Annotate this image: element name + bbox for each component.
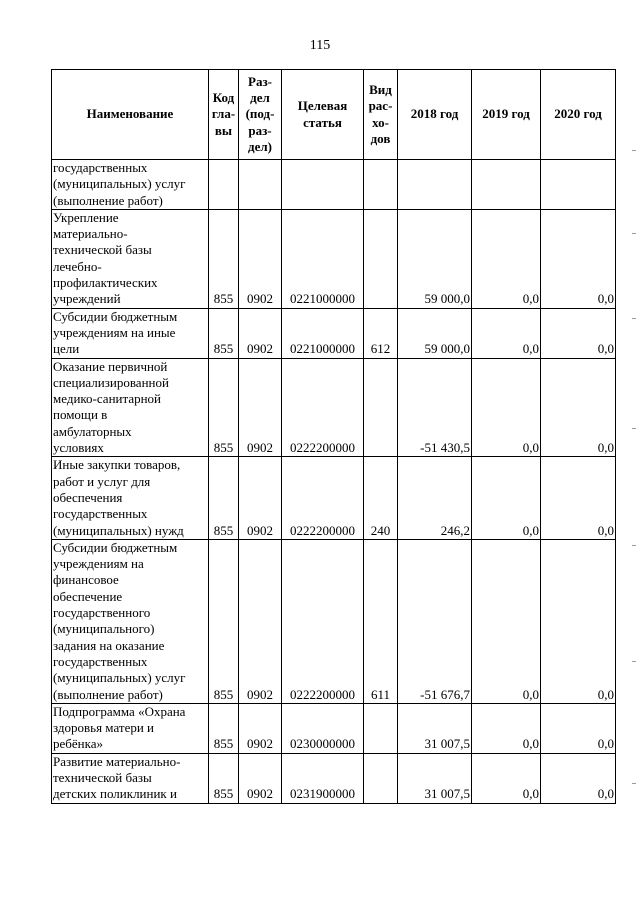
cell-2018: 31 007,5 bbox=[398, 703, 472, 753]
cell-type: 612 bbox=[364, 308, 398, 358]
cell-name-line: амбулаторных bbox=[53, 423, 132, 439]
page-number: 115 bbox=[309, 38, 331, 53]
cell-2019: 0,0 bbox=[472, 753, 541, 803]
cell-name bbox=[52, 209, 209, 308]
table-row bbox=[52, 457, 616, 539]
cell-name-line: государственных bbox=[53, 160, 148, 175]
cell-2020: 0,0 bbox=[541, 457, 616, 539]
cell-name-line: Развитие материально- bbox=[53, 753, 181, 769]
cell-2020: 0,0 bbox=[541, 308, 616, 358]
scan-mark bbox=[632, 545, 636, 546]
cell-type bbox=[364, 358, 398, 457]
cell-type bbox=[364, 703, 398, 753]
cell-code bbox=[209, 160, 239, 210]
cell-name-line: медико-санитарной bbox=[53, 391, 162, 407]
cell-2020: 0,0 bbox=[541, 358, 616, 457]
cell-name-line: Оказание первичной bbox=[53, 358, 168, 374]
cell-2019: 0,0 bbox=[472, 358, 541, 457]
cell-name bbox=[52, 160, 209, 210]
cell-name bbox=[52, 539, 209, 703]
cell-2018: 246,2 bbox=[398, 457, 472, 539]
cell-code: 855 bbox=[209, 703, 239, 753]
table-row bbox=[52, 308, 616, 358]
cell-code: 855 bbox=[209, 753, 239, 803]
cell-name-line: ребёнка» bbox=[53, 736, 104, 752]
cell-name-line: Субсидии бюджетным bbox=[53, 308, 178, 324]
cell-2020: 0,0 bbox=[541, 539, 616, 703]
scan-mark bbox=[632, 428, 636, 429]
header-2018: 2018 год bbox=[398, 70, 472, 160]
cell-type bbox=[364, 160, 398, 210]
cell-name-line: государственных bbox=[53, 506, 148, 522]
cell-2018: -51 430,5 bbox=[398, 358, 472, 457]
cell-section: 0902 bbox=[239, 703, 282, 753]
cell-name-line: (муниципальных) услуг bbox=[53, 670, 186, 686]
cell-name-line: (муниципальных) нужд bbox=[53, 522, 184, 538]
header-type: Вид рас- хо- дов bbox=[364, 70, 398, 160]
cell-target: 0221000000 bbox=[282, 209, 364, 308]
table-row bbox=[52, 160, 616, 210]
cell-name-line: помощи в bbox=[53, 407, 108, 423]
cell-name bbox=[52, 358, 209, 457]
cell-name bbox=[52, 703, 209, 753]
cell-2019: 0,0 bbox=[472, 308, 541, 358]
cell-type: 611 bbox=[364, 539, 398, 703]
cell-name-line: Подпрограмма «Охрана bbox=[53, 703, 186, 719]
cell-2018 bbox=[398, 160, 472, 210]
cell-name-line: задания на оказание bbox=[53, 637, 165, 653]
cell-section: 0902 bbox=[239, 358, 282, 457]
scan-mark bbox=[632, 150, 636, 151]
header-2019: 2019 год bbox=[472, 70, 541, 160]
cell-name-line: государственного bbox=[53, 605, 151, 621]
cell-2019: 0,0 bbox=[472, 539, 541, 703]
cell-target: 0222200000 bbox=[282, 539, 364, 703]
cell-2020: 0,0 bbox=[541, 753, 616, 803]
cell-code: 855 bbox=[209, 539, 239, 703]
cell-name-line: здоровья матери и bbox=[53, 720, 154, 736]
cell-2019: 0,0 bbox=[472, 703, 541, 753]
cell-2020: 0,0 bbox=[541, 703, 616, 753]
cell-name-line: учреждениям на bbox=[53, 556, 144, 572]
table-row bbox=[52, 753, 616, 803]
cell-name-line: обеспечения bbox=[53, 489, 123, 505]
cell-name-line: детских поликлиник и bbox=[53, 786, 177, 802]
scan-mark bbox=[632, 318, 636, 319]
cell-section: 0902 bbox=[239, 753, 282, 803]
cell-name-line: технической базы bbox=[53, 769, 152, 785]
cell-name-line: (муниципального) bbox=[53, 621, 155, 637]
table-body bbox=[52, 160, 616, 804]
cell-name-line: материально- bbox=[53, 226, 128, 242]
cell-name-line: учреждений bbox=[53, 291, 121, 307]
cell-name-line: лечебно- bbox=[53, 258, 102, 274]
cell-section: 0902 bbox=[239, 209, 282, 308]
cell-code: 855 bbox=[209, 209, 239, 308]
header-name: Наименование bbox=[52, 70, 209, 160]
cell-2020: 0,0 bbox=[541, 209, 616, 308]
cell-name-line: цели bbox=[53, 341, 80, 357]
cell-name-line: учреждениям на иные bbox=[53, 324, 176, 340]
cell-name-line: профилактических bbox=[53, 275, 158, 291]
cell-2018: -51 676,7 bbox=[398, 539, 472, 703]
cell-name bbox=[52, 308, 209, 358]
table-row bbox=[52, 209, 616, 308]
table-row bbox=[52, 358, 616, 457]
cell-name-line: Иные закупки товаров, bbox=[53, 457, 181, 473]
cell-target: 0222200000 bbox=[282, 358, 364, 457]
cell-target bbox=[282, 160, 364, 210]
cell-name-line: финансовое bbox=[53, 572, 119, 588]
table-header bbox=[52, 70, 616, 160]
cell-section: 0902 bbox=[239, 539, 282, 703]
cell-target: 0230000000 bbox=[282, 703, 364, 753]
cell-target: 0231900000 bbox=[282, 753, 364, 803]
cell-section bbox=[239, 160, 282, 210]
header-section: Раз- дел (под- раз- дел) bbox=[239, 70, 282, 160]
header-row bbox=[52, 70, 616, 160]
cell-name-line: (выполнение работ) bbox=[53, 192, 163, 208]
scan-mark bbox=[632, 783, 636, 784]
cell-type bbox=[364, 753, 398, 803]
cell-code: 855 bbox=[209, 457, 239, 539]
cell-type bbox=[364, 209, 398, 308]
cell-name-line: работ и услуг для bbox=[53, 473, 151, 489]
cell-code: 855 bbox=[209, 308, 239, 358]
cell-name-line: специализированной bbox=[53, 374, 169, 390]
cell-name bbox=[52, 753, 209, 803]
cell-type: 240 bbox=[364, 457, 398, 539]
cell-2019 bbox=[472, 160, 541, 210]
cell-target: 0221000000 bbox=[282, 308, 364, 358]
cell-2019: 0,0 bbox=[472, 457, 541, 539]
cell-name bbox=[52, 457, 209, 539]
table-row bbox=[52, 703, 616, 753]
header-code: Код гла- вы bbox=[209, 70, 239, 160]
cell-code: 855 bbox=[209, 358, 239, 457]
cell-name-line: государственных bbox=[53, 653, 148, 669]
cell-name-line: обеспечение bbox=[53, 588, 123, 604]
cell-section: 0902 bbox=[239, 457, 282, 539]
table-row bbox=[52, 539, 616, 703]
cell-name-line: (муниципальных) услуг bbox=[53, 176, 186, 192]
cell-2018: 59 000,0 bbox=[398, 209, 472, 308]
cell-2018: 31 007,5 bbox=[398, 753, 472, 803]
cell-name-line: Субсидии бюджетным bbox=[53, 539, 178, 555]
scan-mark bbox=[632, 661, 636, 662]
cell-name-line: условиях bbox=[53, 440, 104, 456]
cell-name-line: Укрепление bbox=[53, 209, 119, 225]
cell-2018: 59 000,0 bbox=[398, 308, 472, 358]
cell-target: 0222200000 bbox=[282, 457, 364, 539]
cell-2019: 0,0 bbox=[472, 209, 541, 308]
cell-2020 bbox=[541, 160, 616, 210]
header-2020: 2020 год bbox=[541, 70, 616, 160]
budget-table bbox=[51, 69, 616, 804]
header-target: Целевая статья bbox=[282, 70, 364, 160]
cell-name-line: технической базы bbox=[53, 242, 152, 258]
scan-mark bbox=[632, 233, 636, 234]
cell-section: 0902 bbox=[239, 308, 282, 358]
cell-name-line: (выполнение работ) bbox=[53, 686, 163, 702]
